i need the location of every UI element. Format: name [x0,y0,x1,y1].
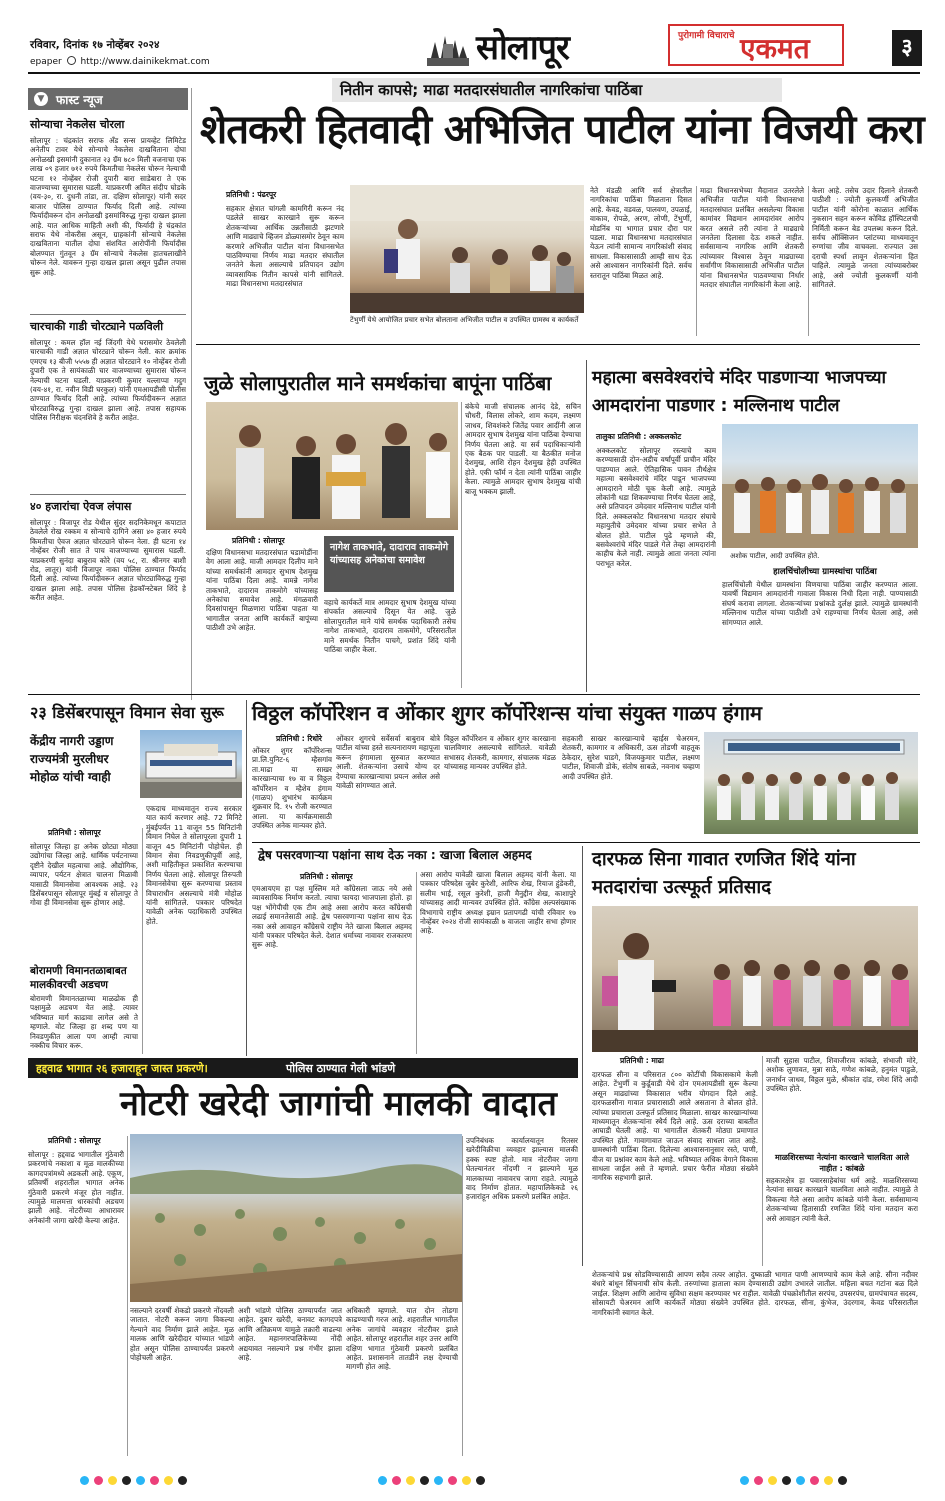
column-rule [246,700,247,1056]
notary-byline: प्रतिनिधी : सोलापूर [48,1136,101,1145]
lead-kicker: नितीन कापसे; माढा मतदारसंघातील नागरिकांचा पाठिंबा [340,81,643,99]
page-number: ३ [901,35,913,60]
epaper-url[interactable]: http://www.dainikekmat.com [80,57,210,67]
print-registration-bar [0,1462,945,1501]
brief-3-body: सोलापूर : विजापूर रोड येथील सुंदर सदनिकेमधून कपाटात ठेवलेले रोख रक्कम व सोन्याचे दागिने असा ४० हजार रुपये किमतीचा ऐवज अज्ञात चोरट्याने चोरून नेला. ही घटना १४ नोव्हेंबर रोजी सात ते पाच वाजण्याच्या सुमारास घडली. याप्रकरणी सुनंदा बाबुराव कोरे (वय ५८, रा. श्रीनगर बाशी रोड, लातूर) यांनी विजापूर नाका पोलिस ठाण्यात फिर्याद दिली आहे. त्यांच्या फिर्यादीवरून अज्ञात चोरट्याविरुद्ध गुन्हा दाखल झाला आहे. तपास पोलिस हेडकॉन्स्टेबल शिंदे हे करीत आहेत. [30,518,186,603]
basav-photo-caption: अशोक पाटील, आदी उपस्थित होते. [730,552,820,560]
masthead [0,0,945,72]
brand-tagline: पुरोगामी विचाराचे [678,31,735,41]
registration-dot [740,1476,749,1485]
registration-dot [476,1476,485,1485]
brief-divider [30,494,186,495]
registration-dot [164,1476,173,1485]
viman-col-1: सोलापूर जिल्हा हा अनेक छोट्या मोठ्या उद्योगांचा जिल्हा आहे. धार्मिक पर्यटनाच्या दृष्टीने देखील महत्वाचा आहे. औद्योगिक, व्यापार, पर्यटन क्षेत्रात चालना मिळावी यासाठी विमानसेवा आवश्यक आहे. २३ डिसेंबरपासून सोलापूर मुंबई व सोलापूर ते गोवा ही विमानसेवा सुरू होणार आहे. [30,842,138,908]
viman-headline: २३ डिसेंबरपासून विमान सेवा सुरू [30,703,224,722]
sina-subhead: माळशिरसच्या नेत्यांना कारखाने चालविता आले नाहीत : कांबळे [774,1153,909,1173]
registration-dot [136,1476,145,1485]
lead-col-1: सहकार क्षेत्रात चांगली कामगिरी करून नंद पडलेले साखर कारखाने सुरू करून शेतकऱ्यांच्या आर्थिक उन्नतीसाठी झटणारे आणि माढ्याचे व्हिजन डोळ्यासमोर ठेवून काम करणारे अभिजीत पाटील यांना विधानसभेत पाठविण्याचा निर्णय माढा मतदार संघातील जनतेने केला असल्याचे प्रतिपादन उद्योग व्यावसायिक नितीन कापसे यांनी सांगितले. माढा विधानसभा मतदारसंघात [226,204,344,289]
fast-news-column [28,88,192,700]
vitthal-col-4: सहकारी साखर कारखान्याचे व्हाईस चेअरमन, शेतकरी, कामगार व अधिकारी, ऊस तोडणी वाहतूक ठेकेदार, सुरेश घाडगे, विजयकुमार पाटील, लक्ष्मण पाटील, शिवाजी डोके, संतोष साबळे, नवनाथ चव्हाण आदी उपस्थित होते. [562,734,700,781]
lead-headline: शेतकरी हितवादी अभिजित पाटील यांना विजयी करा [200,107,924,153]
column-rule [762,1056,763,1266]
chevron-down-icon: ▼ [34,92,48,106]
registration-dot [108,1476,117,1485]
mane-pull-quote-text: नागेश ताकभाते, दादाराव ताकमोगे यांच्यासह अनेकांचा समावेश [330,542,449,566]
column-rule [696,186,697,336]
registration-dot [94,1476,103,1485]
khaja-headline: द्वेष पसरवणाऱ्या पक्षांना साथ देऊ नका : खाजा बिलाल अहमद [258,848,532,862]
registration-dot [420,1476,429,1485]
notary-photo [130,1134,462,1302]
registration-dot [448,1476,457,1485]
section-rule [196,344,920,345]
viman-side-head: बोरामणी विमानतळाबाबत मालकीवरची अडचण [30,965,127,991]
registration-dot [462,1476,471,1485]
mane-headline: जुळे सोलापुरातील माने समर्थकांचा बापूंना पाठिंबा [204,372,552,395]
banner-left-text: हद्दवाढ भागात २६ हजाराहून जास्त प्रकरणे। [36,1062,208,1075]
brief-3-headline: ४० हजारांचा ऐवज लंपास [30,500,132,513]
column-rule [142,828,143,1054]
sina-col-2: माजी सुहास पाटील, शिवाजीराव कांबळे, संभाजी मोरे, अशोक लुणावत, मुन्ना साठे, गणेश कांबळे, हनुमंत पाडुळे, जनार्धन जाधव, विठ्ठल मुळे, श्रीकांत दांड, रमेश शिंदे आदी उपस्थित होते. [766,1056,918,1094]
brief-2-headline: चारचाकी गाडी चोरट्याने पळविली [30,320,164,333]
brand-box [668,24,844,66]
sina-byline: प्रतिनिधी : माढा [620,1056,664,1065]
banner-right-text: पोलिस ठाण्यात गेली भांडणे [286,1062,396,1075]
notary-col-5: उपनिबंधक कार्यालयातून रितसर खरेदीविक्रीचा व्यवहार झाल्यास मालकी हक्क स्पष्ट होतो. मात्र नोटरीवर जागा घेतल्यानंतर नोंदणी न झाल्याने मूळ मालकाच्या नावावरच जागा राहते. त्यामुळे वाद निर्माण होतात. महापालिकेकडे २६ हजारांहून अधिक प्रकरणे प्रलंबित आहेत. [466,1136,578,1202]
registration-dot [782,1476,791,1485]
brief-divider [30,314,186,315]
vitthal-headline: विठ्ठल कॉर्पोरेशन व ओंकार शुगर कॉर्पोरेशन्स यांचा संयुक्त गाळप हंगाम [252,701,762,725]
lead-col-4: माढा विधानसभेच्या मैदानात उतरलेले अभिजीत पाटील यांनी विधानसभा मतदारसंघात प्रलंबित असलेल्या विकास कामांवर विद्यमान आमदारांवर आरोप करत असले तरी त्यांना ते माढ्याचे जनतेला दिलासा देऊ शकले नाहीत. सर्वसामान्य नागरिक आणि शेतकरी त्यांच्यावर विश्वास ठेवून माढ्याच्या सर्वांगीण विकासासाठी अभिजीत पाटील यांना विधानसभेत पाठवण्याचा निर्धार मतदार संघातील नागरिकांनी केला आहे. [700,186,804,290]
section-rule [28,694,920,695]
vitthal-col-1: ओंकार शुगर कॉर्पोरेशन्स प्रा.लि.युनिट-६ म्हैसगांव ता.माढा या साखर कारखान्याचा १७ वा व विठ्ठल कॉर्पोरेशन व म्हैशेव हंगाम (गाळप) शुभारंभ कार्यक्रम शुक्रवार दि. १५ रोजी करण्यात आला. या कार्यक्रमासाठी उपस्थित अनेक मान्यवर होते. [252,746,332,831]
lead-photo-caption: टेंभुर्णी येथे आयोजित प्रचार सभेत बोलताना अभिजीत पाटील व उपस्थित ग्रामस्थ व कार्यकर्ते [350,316,579,324]
registration-dot [150,1476,159,1485]
mane-col-1: दक्षिण विधानसभा मतदारसंघात घडामोडींना वेग आला आहे. माजी आमदार दिलीप माने यांच्या समर्थकांनी आमदार सुभाष देशमुख यांना पाठिंबा दिला आहे. वामन्ने नागेश ताकभाते, दादाराव ताकमोगे यांच्यासह अनेकांचा समावेश आहे. मंगळवारी दिवसांपासून मिळणारा पाठिंबा पाहता या भागातील जनता आणि कार्यकर्ते बापूंच्या पाठीशी उभे आहेत. [206,548,318,633]
notary-banner [28,1058,578,1078]
viman-subhead: केंद्रीय नागरी उड्डाण राज्यमंत्री मुरलीधर मोहोळ यांची ग्वाही [30,734,114,784]
sina-col-1: दारफळ सीना व परिसरात ८०० कोटींची विकासकामे केली आहेत. टेंभुर्णी व कुर्डूवाडी येथे दोन एमआयडीसी सुरू केल्या असून माढ्यांच्या विकासात भरीव योगदान दिले आहे. दारफळसीना गावात प्रचारासाठी आले असताना ते बोलत होते. त्यांच्या प्रचाराला उत्स्फूर्त प्रतिसाद मिळाला. साखर कारखान्यांच्या माध्यमातून शेतकऱ्यांना स्थैर्य दिले आहे. ऊस दराच्या बाबतीत आघाडी घेतली आहे. या भागातील शेतकरी मोठ्या प्रमाणात उपस्थित होते. गावागावात जाऊन संवाद साधला जात आहे. ग्रामस्थांनी पाठिंबा दिला. दिलेल्या आश्वासनानुसार रस्ते, पाणी, वीज या प्रश्नांवर काम केले आहे. भविष्यात अधिक वेगाने विकास साधला जाईल असे ते म्हणाले. प्रचार फेरीत मोठ्या संख्येने नागरिक सहभागी झाले. [592,1070,758,1183]
column-rule [462,1136,463,1456]
edition-title: सोलापूर [476,28,569,68]
masthead-rule [28,72,920,74]
notary-col-2: नसल्याने दरवर्षी शेकडो प्रकरणे नोंदवली जातात. नोटरी करून जागा विकल्या गेल्याने वाद निर्माण झाले आहेत. मूळ मालक आणि खरेदीदार यांच्यात भांडणे होत असून पोलिस ठाण्यापर्यंत प्रकरणे पोहोचली आहेत. [130,1306,234,1363]
mane-col-2: वहाचे कार्यकर्ते मात्र आमदार सुभाष देशमुख यांच्या संपर्कात असल्याचे दिसून येत आहे. जुळे सोलापुरातील माने यांचे समर्थक पदाधिकारी तसेच नागेश ताकभाते, दादाराव ताकमोगे, परिसरातील माने समर्थक नितीन पाचगे, प्रशांत शिंदे यांनी पाठिंबा जाहीर केला. [324,598,456,655]
lead-byline: प्रतिनिधी : पंढरपूर [226,190,277,199]
globe-icon [67,56,76,65]
khaja-col-1: एमआयएम हा पक्ष मुस्लिम मते काँग्रेसला जाऊ नये असे व्यावसायिक निर्माण करतो. त्याचा फायदा भाजपाला होतो. हा पक्ष भोंगेपीची एक टीम आहे असा आरोप करत काँग्रेसची लढाई समानतेसाठी आहे. द्वेष पसरवणाऱ्या पक्षांना साथ देऊ नका असे आवाहन काँग्रेसचे राष्ट्रीय नेते खाजा बिलाल अहमद यांनी पत्रकार परिषदेत केले. देशात धर्माच्या नावावर राजकारण सुरू आहे. [252,884,412,950]
fast-news-title: फास्ट न्यूज [56,93,103,107]
sina-col-3: सहकारक्षेत्र हा पवारसाहेबांचा धर्म आहे. माळशिरसच्या नेत्यांना साखर कारखाने चालविता आले नाहीत. त्यामुळे ते विकल्या गेले असा आरोप कांबळे यांनी केला. सर्वसामान्य शेतकऱ्यांच्या हितासाठी रणजित शिंदे यांना मतदान करा असे आवाहन त्यांनी केले. [766,1176,918,1223]
vitthal-byline: प्रतिनिधी : रिधोरे [276,734,322,743]
viman-col-2: बोरामणी विमानतळाच्या माळढोक ही पक्षामुळे अडचण येत आहे. त्यावर भविष्यात मार्ग काढावा लागेल असे ते म्हणाले. वोट जिल्हा हा शब्द पण या निवडणुकीत आला पण आम्ही त्याचा नक्कीच विचार करू. [30,994,138,1051]
registration-dot [406,1476,415,1485]
epaper-label: epaper [30,57,62,67]
date-line: रविवार, दिनांक १७ नोव्हेंबर २०२४ [30,39,160,51]
lead-photo [350,185,584,313]
mane-pull-quote [324,536,454,592]
vitthal-col-3: विठ्ठल कॉर्पोरेशन व ओंकार शुगर कारखाना चालविणार असल्याचे सांगितले. यावेळी सभासद शेतकरी, कामगार, संचालक मंडळ यांच्यासह मान्यवर उपस्थित होते. [444,734,556,772]
registration-dot [122,1476,131,1485]
page-number-box [892,30,922,66]
registration-dot [810,1476,819,1485]
epaper-line [30,56,210,67]
brief-2-body: सोलापूर : कमल हॉल नई जिंदगी येथे घरासमोर ठेवलेली चारचाकी गाडी अज्ञात चोरट्याने चोरून नेली. कार क्रमांक एमएच १३ बीजी ५५५७ ही अज्ञात चोरट्याने १० नोव्हेंबर रोजी दुपारी एक ते सायंकाळी चार वाजण्याच्या सुमारास चोरून नेल्याची घटना घडली. याप्रकरणी कुमार यल्लाप्पा गदुग (वय-४१, रा. नवीन विडी घरकुल) यांनी एमआयडीसी पोलीस ठाण्यात फिर्याद दिली आहे. त्यांच्या फिर्यादीवरून अज्ञात चोरट्याविरुद्ध गुन्हा दाखल झाला आहे. तपास सहायक पोलिस निरीक्षक चंदनशिवे हे करीत आहेत. [30,338,186,423]
registration-dot [796,1476,805,1485]
basav-col-2: हालचिंचोली येथील ग्रामस्थांना विणयाचा पाठिंबा जाहीर करण्यात आला. यावर्षी विद्यमान आमदारांनी गावाला विकास निधी दिला नाही. पाण्यासाठी संघर्ष करावा लागला. शेतकऱ्यांच्या प्रश्नांकडे दुर्लक्ष झाले. त्यामुळे ग्रामस्थांनी मल्लिनाथ पाटील यांच्या पाठीशी उभे राहण्याचा निर्णय घेतला आहे, असे सांगण्यात आले. [722,580,918,627]
brief-1-headline: सोन्याचा नेकलेस चोरला [30,118,125,131]
basav-photo [722,424,918,548]
basav-subhead: हालचिंचोलीच्या ग्रामस्थांचा पाठिंबा [773,567,877,577]
notary-col-1: सोलापूर : हद्दवाढ भागातील गुंठेवारी प्रकरणांचे नकाशा व मूळ मालकीच्या कागदपत्रांमध्ये अडकली आहे. एकूण, प्रतिवर्षी शहरातील भागात अनेक गुंठेवारी प्रकरणे मंजूर होत नाहीत. त्यामुळे मालमत्ता धारकांची अडचण झाली आहे. नोटरीच्या आधारावर अनेकांनी जागा खरेदी केल्या आहेत. [28,1150,124,1225]
registration-dot [434,1476,443,1485]
notary-col-4: अधिकारी म्हणाले. यात दोन तोडगा काढण्याची गरज आहे. शहरातील भागातील अनेक जागांचे व्यवहार नोटरीवर झाले आहेत. सोलापूर शहरातील शहर उत्तर आणि दक्षिण भागात गुंठेवारी प्रकरणे प्रलंबित आहेत. प्रशासनाने तातडीने लक्ष देण्याची मागणी होत आहे. [346,1306,458,1372]
brief-1-body: सोलापूर : चंद्रकांत सराफ अँड सन्स प्रायव्हेट लिमिटेड अनेतीप टावर येथे सोन्याचे नेकलेस दाखविताना दोघा अनोळखी इसमांनी दुकानात २३ ग्रॅम ७८० मिली वजनाचा एक लाख ०९ हजार ७१२ रुपये किमतीचा नेकलेस चोरून नेल्याची घटना १२ नोव्हेंबर रोजी दुपारी बारा साडेबारा ते एक वाजण्याच्या सुमारास घडली. याप्रकरणी अमित संदीप घोडके (वय-३०, रा. दुधनी तांडा, ता. दक्षिण सोलापूर) यांनी सदर बाजार पोलिस ठाण्यात फिर्याद दिली आहे. त्यांच्या फिर्यादीवरून दोन अनोळखी इसमांविरुद्ध गुन्हा दाखल झाला आहे. यात आधिक माहिती अशी की, फिर्यादी हे चंद्रकांत सराफ येथे नोकरीस असून, ग्राहकांनी सोन्याचे नेकलेस दाखविताना यातील दोघा संशयित आरोपींनी फिर्यादीस बोलण्यात गुंतवून ३ ग्रॅम सोन्याचे नेकलेस हातचलाखीने चोरून नेले. यावरून गुन्हा दाखल झाला असून पुढील तपास सुरू आहे. [30,136,186,277]
vitthal-col-2: ओंकार शुगरचे सर्वेसर्वा बाबुराव बोत्रे पाटील यांच्या हस्ते सत्यनारायण महापूजा करून हंगामाला सुरुवात करण्यात आली. शेतकऱ्यांना उसाचे योग्य दर देण्याचा कारखान्याचा प्रयत्न असेल असे यावेळी सांगण्यात आले. [336,734,440,791]
viman-byline: प्रतिनिधी : सोलापूर [48,828,101,837]
registration-dot [838,1476,847,1485]
registration-dot [80,1476,89,1485]
notary-col-3: अशी भांडणे पोलिस ठाण्यापर्यंत जात आहेत. दुबार खरेदी, बनावट कागदपत्रे आणि अतिक्रमण यामुळे तक्रारी वाढल्या आहेत. महानगरपालिकेच्या नोंदी अद्ययावत नसल्याने प्रश्न गंभीर झाला आहे. [238,1306,342,1363]
section-rule [252,842,920,843]
sina-headline: दारफळ सिना गावात रणजित शिंदे यांना मतदारांचा उत्स्फूर्त प्रतिसाद [592,849,856,898]
column-rule [461,402,462,688]
basav-headline: महात्मा बसवेश्वरांचे मंदिर पाडणाऱ्या भाजपच्या आमदारांना पाडणार : मल्लिनाथ पाटील [592,368,887,416]
basav-byline: तालुका प्रतिनिधी : अक्कलकोट [596,432,682,441]
brand-name: एकमत [740,32,810,65]
notary-headline: नोटरी खरेदी जागांची मालकी वादात [120,1084,557,1124]
sina-continuation: शेतकऱ्यांचे प्रश्न सोडविण्यासाठी आपण सदैव तत्पर आहोत. दुष्काळी भागात पाणी आणण्याचे काम केले आहे. सीना नदीवर बंधारे बांधून सिंचनाची सोय केली. तरुणांच्या हाताला काम देण्यासाठी उद्योग उभारले जातील. महिला बचत गटांना बळ दिले जाईल. शिक्षण आणि आरोग्य सुविधा सक्षम करण्यावर भर राहील. यावेळी पंचक्रोशीतील सरपंच, उपसरपंच, ग्रामपंचायत सदस्य, सोसायटी चेअरमन आणि कार्यकर्ते मोठ्या संख्येने उपस्थित होते. दारफळ, सीना, कुंभेज, उंदरगाव, केवड परिसरातील नागरिकांनी स्वागत केले. [592,1270,918,1317]
mane-photo [206,402,458,530]
vitthal-photo [704,732,918,834]
column-rule [127,1136,128,1456]
registration-dot [754,1476,763,1485]
registration-dot [824,1476,833,1485]
registration-dot [178,1476,187,1485]
mane-col-3: बंकेचे माजी संचालक आनंद देडे, सचिन चौधरी, विलास लोकरे, शाम कदम, लक्ष्मण जाधव, शिवशंकरे जितेंद्र पवार आदींनी आज आमदार सुभाष देशमुख यांना पाठिंबा देण्याचा निर्णय घेतला आहे. या सर्व पदाधिकाऱ्यांनी एक बैठक पार पाडली. या बैठकीत मनोज देशमुख, आशि रोहन देशमुख हेही उपस्थित होते. एकी फॉर्म न देता त्यांनी पाठिंबा जाहीर केला. त्यामुळे आमदार सुभाष देशमुख यांची बाजू भक्कम झाली. [465,402,581,496]
khaja-byline: प्रतिनिधी : सोलापूर [300,872,353,881]
registration-dot [392,1476,401,1485]
sina-photo [592,906,918,1052]
column-rule [582,846,583,1266]
mane-byline: प्रतिनिधी : सोलापूर [232,536,285,545]
lead-kicker-bar [332,78,782,102]
fast-news-header [28,88,188,110]
column-rule [416,872,417,1054]
lead-col-3: नेते मंडळी आणि सर्व क्षेत्रातील नागरिकांचा पाठिंबा मिळताना दिसत आहे. केवड, वडवळ, पालवण, उपळाई, वाकाव, रोपळे, अरण, लोणी, टेंभुर्णी, मोडनिंब या भागात प्रचार दौरा पार पडला. माढा विधानसभा मतदारसंघात येऊन त्यांनी सामान्य नागरिकांशी संवाद साधला. विकासासाठी आम्ही साथ देऊ असे आश्वासन नागरिकांनी दिले. सर्वच स्तरातून पाठिंबा मिळत आहे. [590,186,692,280]
khaja-col-2: असा आरोप यावेळी खाजा बिलाल अहमद यांनी केला. या पत्रकार परिषदेस जुबेर कुरेशी, आरिफ शेख, रियाज हुंडेकरी, सलीम भाई, रसूल कुरेशी, हाजी मैनुद्दीन शेख, काशापुरे यांच्यासह आदी मान्यवर उपस्थित होते. काँग्रेस अल्पसंख्याक विभागाचे राष्ट्रीय अध्यक्ष इम्रान प्रतापगढी यांची रविवार १७ नोव्हेंबर २०२४ रोजी सायंकाळी ७ वाजता जाहीर सभा होणार आहे. [420,870,576,936]
registration-dot [768,1476,777,1485]
basav-col-1: अक्कलकोट सोलापूर रस्त्याचे काम करण्यासाठी दोन-अडीच वर्षांपूर्वी प्राचीन मंदिर पाडण्यात आले. ऐतिहासिक पावन तीर्थक्षेत्र महात्मा बसवेश्वरांचे मंदिर पाडून भाजपच्या आमदाराने मोठी चूक केली आहे. त्यामुळे लोकांनी धडा शिकवण्याचा निर्णय घेतला आहे, असे प्रतिपादन उमेदवार मल्लिनाथ पाटील यांनी दिले. अक्कलकोट विधानसभा मतदार संघाचे महायुतीचे उमेदवार यांच्या प्रचार सभेत ते बोलत होते. पाटील पुढे म्हणाले की, बसवेश्वरांचे मंदिर पाडले गेले तेव्हा आमदारांनी काहीच केले नाही. त्यामुळे आता जनता त्यांना पराभूत करेल. [596,446,716,568]
airport-photo [140,730,242,798]
column-rule [586,360,587,692]
lead-col-5: केला आहे. तसेच उदार दिलाने शेतकरी पाठीशी : ज्योती कुलकर्णी अभिजीत पाटील यांनी कोरोना काळात आर्थिक नुकसान सहन करून कोविड हॉस्पिटलची निर्मिती करून बेड उपलब्ध करून दिले. सर्वच ऑक्सिजन प्लांटच्या माध्यमातून रुग्णांचा जीव वाचवला. राज्यात उस दराची स्पर्धा लावून शेतकऱ्यांना हित पाहिले. त्यामुळे जनता त्यांच्याबरोबर आहे, असे ज्योती कुलकर्णी यांनी सांगितले. [812,186,918,290]
lotus-emblem-icon [425,32,471,68]
registration-dot [378,1476,387,1485]
viman-col-3: एकदाच माध्यमातून राज्य सरकार यात कार्य करणार आहे. 72 मिनिटे मुंबईपर्यंत 11 वाजून 55 मिनिटांनी विमान निघेल ते सोलापूरला दुपारी 1 वाजून 45 मिनिटांनी पोहोचेल. ही विमान सेवा निवडणुकीपूर्वी आहे, अशी माहितीकृत प्रकाशित करण्याचा निर्णय घेतला आहे. सोलापूर तिरुपती विमानसेवेचा सुरू करण्याचा प्रस्ताव विचाराधीन असल्याचे मंत्री मोहोळ यांनी सांगितले. पत्रकार परिषदेत यावेळी अनेक पदाधिकारी उपस्थित होते. [146,804,242,926]
column-rule [808,186,809,336]
